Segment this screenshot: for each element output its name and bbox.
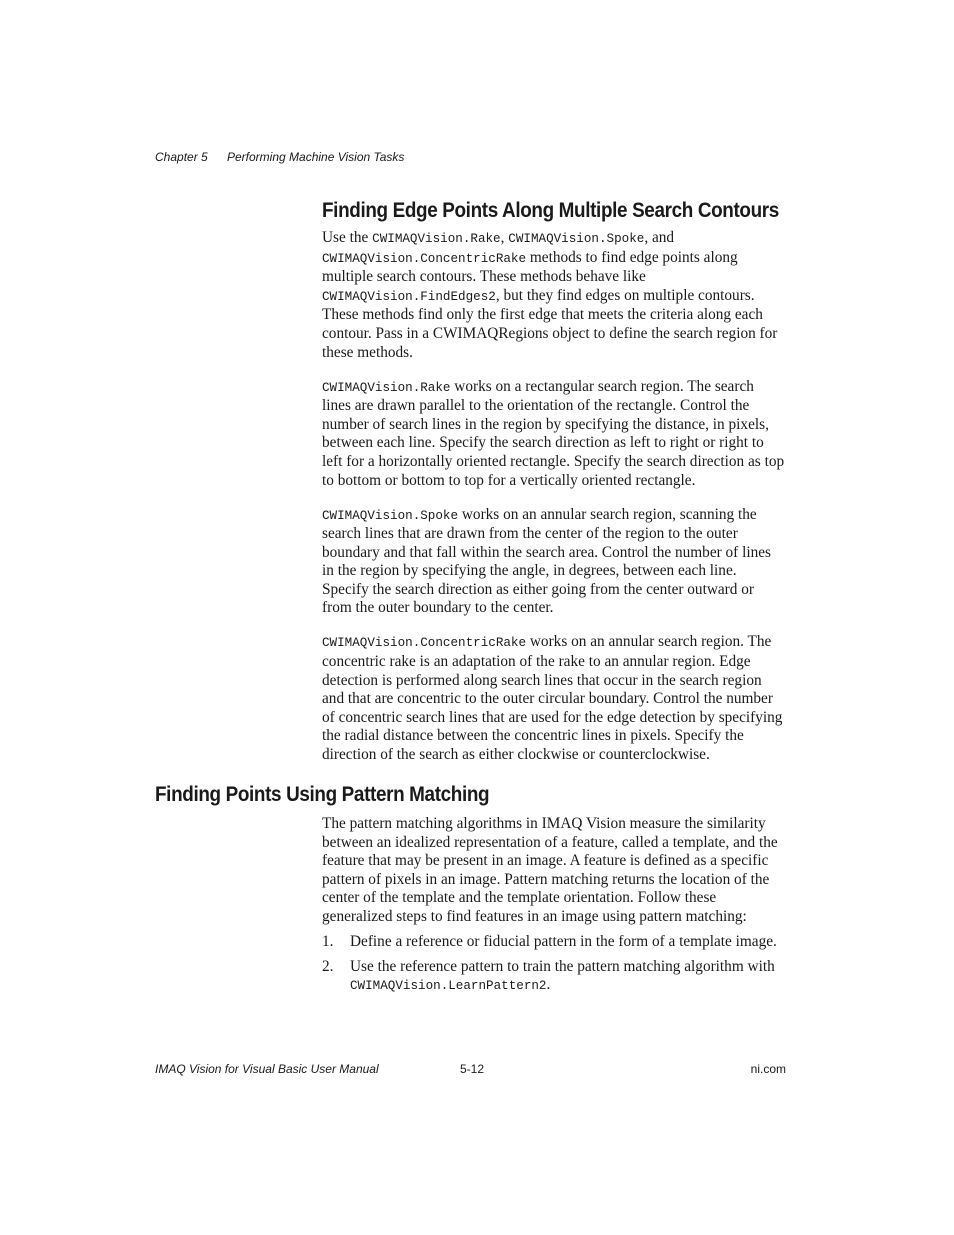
text-run: , [500,229,509,246]
code-concentric-rake: CWIMAQVision.ConcentricRake [322,251,527,266]
text-run: works on an annular search region. The concentric rake is an adaptation of the rake to an annular region. Edge detection is performed along search lines that occur in the search region and that are concentric to the outer circular boundary. Control the number of concentric search lines that are used for the edge detection by specifying the radial distance between the concentric lines in pixels. Specify the direction of the search as either clockwise or counterclockwise. [322,633,783,764]
list-item [322,958,786,996]
list-item [322,933,786,952]
step-number: 2. [322,957,334,975]
text-run: , but they find edges on multiple contours. These methods find only the first edge that meets the criteria along each contour. Pass in a CWIMAQRegions object to define the search region for these methods. [322,286,778,361]
chapter-number: Chapter 5 [155,150,208,164]
pattern-section-body [322,815,786,1002]
code-spoke: CWIMAQVision.Spoke [322,508,459,523]
rake-paragraph [322,378,786,491]
text-run: works on a rectangular search region. The search lines are drawn parallel to the orientation of the rectangle. Control the number of search lines in the region by specifying the distance, in pixels, between each line. Specify the search direction as left to right or right to left for a horizontally oriented rectangle. Specify the search direction as top to bottom or bottom to top for a vertically oriented rectangle. [322,377,785,489]
step-number: 1. [322,932,334,950]
text-run: , and [644,229,675,246]
code-findedges2: CWIMAQVision.FindEdges2 [322,289,496,304]
concentric-rake-paragraph [322,633,786,764]
page-number: 5-12 [460,1062,485,1076]
step-text-end: . [546,976,551,994]
manual-title: IMAQ Vision for Visual Basic User Manual [155,1062,379,1076]
text-run: works on an annular search region, scanning the search lines that are drawn from the center of the region to the outer boundary and that fall within the search area. Control the number of lines in the region by specifying the angle, in degrees, between each line. Specify the search direction as either going from the center outward or from the outer boundary to the center. [322,505,771,617]
spoke-paragraph [322,506,786,619]
code-rake: CWIMAQVision.Rake [322,380,451,395]
section-heading-edge-points: Finding Edge Points Along Multiple Search Contours [322,199,779,222]
running-header [155,150,404,164]
chapter-title: Performing Machine Vision Tasks [227,150,405,164]
code-rake: CWIMAQVision.Rake [372,232,501,246]
edge-intro-paragraph [322,229,786,362]
code-learnpattern2: CWIMAQVision.LearnPattern2 [350,979,547,994]
text-run: methods to find edge points along multiple search contours. These methods behave like [322,248,738,286]
site-link[interactable]: ni.com [750,1062,786,1076]
code-concentric-rake: CWIMAQVision.ConcentricRake [322,636,527,651]
section-heading-pattern-matching: Finding Points Using Pattern Matching [155,783,490,806]
steps-list [322,933,786,996]
edge-section-body [322,229,786,765]
text-run: Use the [322,229,373,246]
step-text: Define a reference or fiducial pattern in the form of a template image. [350,932,777,950]
code-spoke: CWIMAQVision.Spoke [508,232,645,246]
pattern-intro-paragraph: The pattern matching algorithms in IMAQ Vision measure the similarity between an idealized representation of a feature, called a template, and the feature that may be present in an image. A feature is defined as a specific pattern of pixels in an image. Pattern matching returns the location of the center of the template and the template orientation. Follow these generalized steps to find features in an image using pattern matching: [322,815,778,925]
step-text: Use the reference pattern to train the pattern matching algorithm with [350,957,775,975]
